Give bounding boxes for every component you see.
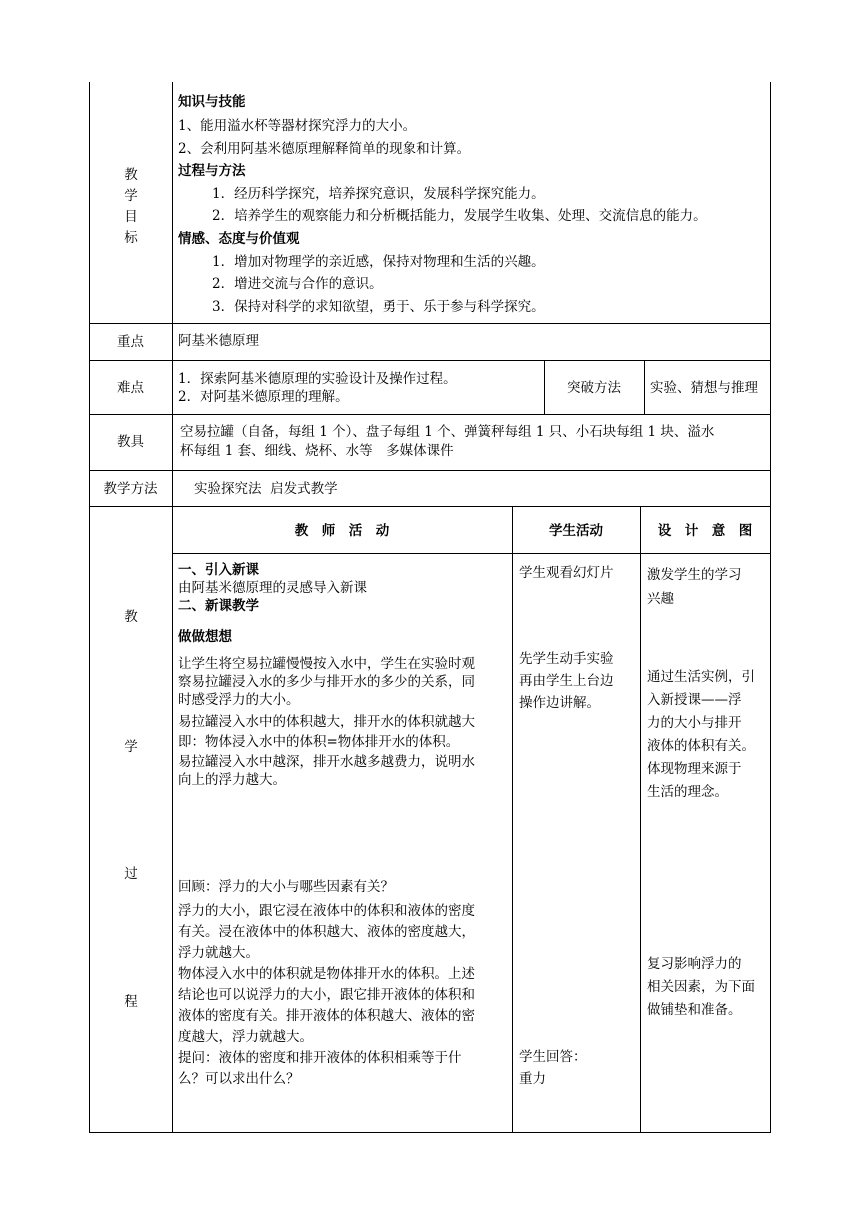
student-line: 学生回答： — [519, 1049, 587, 1065]
equipment-line: 空易拉罐（自备，每组 1 个）、盘子每组 1 个、弹簧秤每组 1 只、小石块每组 1 块、溢水 — [180, 424, 715, 440]
objectives-label-char: 学 — [124, 188, 138, 204]
process-method-heading: 过程与方法 — [178, 163, 246, 179]
objectives-label-char: 标 — [124, 230, 138, 246]
row-divider-difficulty — [89, 414, 771, 415]
difficulty-item: 2．对阿基米德原理的理解。 — [178, 389, 349, 405]
design-line: 体现物理来源于 — [647, 761, 742, 777]
process-label-char: 程 — [124, 994, 138, 1010]
process-method-item: 2．培养学生的观察能力和分析概括能力，发展学生收集、处理、交流信息的能力。 — [212, 208, 707, 224]
teacher-line: 即：物体浸入水中的体积=物体排开水的体积。 — [178, 734, 460, 750]
teacher-line: 结论也可以说浮力的大小，跟它排开液体的体积和 — [178, 987, 475, 1003]
teacher-line: 物体浸入水中的体积就是物体排开水的体积。上述 — [178, 966, 475, 982]
knowledge-item: 2、会利用阿基米德原理解释简单的现象和计算。 — [178, 141, 471, 157]
process-label-char: 过 — [124, 866, 138, 882]
teacher-line: 提问：液体的密度和排开液体的体积相乘等于什 — [178, 1050, 462, 1066]
process-method-item: 1．经历科学探究，培养探究意识，发展科学探究能力。 — [212, 186, 545, 202]
emotion-item: 2．增进交流与合作的意识。 — [212, 276, 383, 292]
emotion-heading: 情感、态度与价值观 — [178, 231, 300, 247]
design-line: 力的大小与排开 — [647, 715, 742, 731]
teacher-line: 易拉罐浸入水中的体积越大，排开水的体积就越大 — [178, 714, 475, 730]
teacher-line: 浮力就越大。 — [178, 945, 259, 961]
difficulty-divider-2 — [644, 360, 645, 415]
student-line: 再由学生上台边 — [519, 673, 614, 689]
section-intro-heading: 一、引入新课 — [178, 562, 259, 578]
row-divider-method — [89, 506, 771, 507]
teacher-line: 么？可以求出什么？ — [178, 1071, 300, 1087]
design-line: 兴趣 — [647, 591, 674, 607]
knowledge-heading: 知识与技能 — [178, 94, 246, 110]
student-line: 重力 — [519, 1071, 546, 1087]
section-new-heading: 二、新课教学 — [178, 598, 259, 614]
student-activity-1: 学生观看幻灯片 — [519, 565, 614, 581]
teacher-line: 向上的浮力越大。 — [178, 772, 286, 788]
design-line: 复习影响浮力的 — [647, 956, 742, 972]
table-border-right — [770, 82, 771, 1133]
breakthrough-value: 实验、猜想与推理 — [650, 380, 758, 396]
process-header-divider — [172, 553, 770, 554]
teacher-line: 浮力的大小，跟它浸在液体中的体积和液体的密度 — [178, 903, 475, 919]
equipment-label: 教具 — [117, 434, 144, 450]
teacher-line: 液体的密度有关。排开液体的体积越大、液体的密 — [178, 1008, 475, 1024]
design-line: 液体的体积有关。 — [647, 738, 755, 754]
row-divider-objectives — [89, 323, 771, 324]
process-label-char: 学 — [124, 739, 138, 755]
process-column-divider-1 — [512, 506, 513, 1133]
difficulty-label: 难点 — [117, 380, 144, 396]
method-label: 教学方法 — [103, 481, 158, 497]
student-line: 操作边讲解。 — [519, 695, 600, 711]
design-line: 生活的理念。 — [647, 784, 728, 800]
student-activity-header: 学生活动 — [549, 523, 603, 539]
key-point-value: 阿基米德原理 — [178, 333, 259, 349]
teacher-line: 回顾：浮力的大小与哪些因素有关？ — [178, 879, 394, 895]
design-line: 激发学生的学习 — [647, 567, 742, 583]
design-line: 相关因素，为下面 — [647, 979, 755, 995]
table-border-left — [89, 82, 90, 1133]
objectives-label-char: 目 — [124, 209, 138, 225]
key-point-label: 重点 — [117, 334, 144, 350]
design-line: 入新授课——浮 — [647, 692, 742, 708]
knowledge-item: 1、能用溢水杯等器材探究浮力的大小。 — [178, 118, 417, 134]
breakthrough-label: 突破方法 — [567, 380, 621, 396]
emotion-item: 1．增加对物理学的亲近感，保持对物理和生活的兴趣。 — [212, 254, 545, 270]
section-intro-text: 由阿基米德原理的灵感导入新课 — [178, 580, 367, 596]
teacher-line: 让学生将空易拉罐慢慢按入水中，学生在实验时观 — [178, 656, 475, 672]
teacher-line: 察易拉罐浸入水的多少与排开水的多少的关系，同 — [178, 674, 475, 690]
design-intent-header: 设 计 意 图 — [657, 523, 753, 539]
teacher-line: 有关。浸在液体中的体积越大、液体的密度越大， — [178, 924, 475, 940]
row-divider-keypoint — [89, 360, 771, 361]
design-line: 做铺垫和准备。 — [647, 1002, 742, 1018]
process-column-divider-2 — [640, 506, 641, 1133]
try-and-think-heading: 做做想想 — [178, 629, 232, 645]
difficulty-item: 1．探索阿基米德原理的实验设计及操作过程。 — [178, 371, 457, 387]
objectives-label-char: 教 — [124, 167, 138, 183]
teacher-line: 度越大，浮力就越大。 — [178, 1029, 313, 1045]
student-line: 先学生动手实验 — [519, 651, 614, 667]
label-column-divider — [172, 82, 173, 1133]
emotion-item: 3．保持对科学的求知欲望，勇于、乐于参与科学探究。 — [212, 299, 545, 315]
equipment-line: 杯每组 1 套、细线、烧杯、水等 多媒体课件 — [180, 443, 454, 459]
method-value: 实验探究法 启发式教学 — [194, 481, 338, 497]
teacher-activity-header: 教 师 活 动 — [294, 523, 390, 539]
table-border-bottom — [89, 1132, 771, 1133]
row-divider-equipment — [89, 470, 771, 471]
design-line: 通过生活实例，引 — [647, 669, 755, 685]
process-label-char: 教 — [124, 609, 138, 625]
teacher-line: 时感受浮力的大小。 — [178, 692, 300, 708]
teacher-line: 易拉罐浸入水中越深，排开水越多越费力，说明水 — [178, 754, 475, 770]
